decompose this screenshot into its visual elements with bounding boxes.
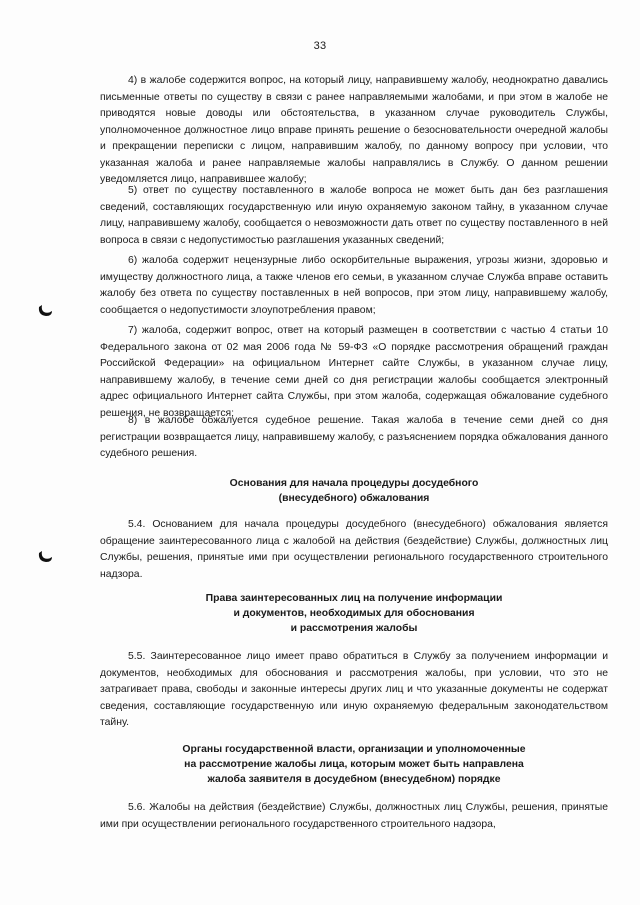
heading-rights-of-interested-parties [100,591,608,636]
heading-line: жалоба заявителя в досудебном (внесудебном) порядке [207,774,501,785]
heading-line: Права заинтересованных лиц на получение информации [205,593,503,604]
punch-hole-mark-icon [37,302,53,318]
paragraph-5-4: 5.4. Основанием для начала процедуры досудебного (внесудебного) обжалования является обращение заинтересованного лица с жалобой на действия (бездействие) Службы, должностных лиц Службы, решения, принятые ими при осуществлении регионального государственного строительного надзора. [100,519,608,580]
paragraph-item-4: 4) в жалобе содержится вопрос, на который лицу, направившему жалобу, неоднократно давались письменные ответы по существу в связи с ранее направляемыми жалобами, и при этом в жалобе не приводятся новые доводы или обстоятельства, в указанном случае руководитель Службы, уполномоченное должностное лицо вправе принять решение о безосновательности очередной жалобы и прекращении переписки с лицом, направившим жалобу, по данному вопросу при условии, что указанная жалоба и ранее направляемые жалобы направлялись в Службу. О данном решении уведомляется лицо, направившее жалобу; [100,75,608,185]
paragraph-item-8: 8) в жалобе обжалуется судебное решение. Такая жалоба в течение семи дней со дня регистрации возвращается лицу, направившему жалобу, с разъяснением порядка обжалования данного судебного решения. [100,415,608,459]
heading-line: (внесудебного) обжалования [278,493,430,504]
punch-hole-mark-icon [37,548,53,564]
heading-line: и рассмотрения жалобы [290,623,418,634]
heading-line: Основания для начала процедуры досудебного [229,478,479,489]
page-number: 33 [313,40,327,52]
paragraph-item-5: 5) ответ по существу поставленного в жалобе вопроса не может быть дан без разглашения сведений, составляющих государственную или иную охраняемую законом тайну, в указанном случае лицу, направившему жалобу, сообщается о невозможности дать ответ по существу поставленного в ней вопроса в связи с недопустимостью разглашения указанных сведений; [100,185,608,246]
paragraph-item-7: 7) жалоба, содержит вопрос, ответ на который размещен в соответствии с частью 4 статьи 10 Федерального закона от 02 мая 2006 года № 59-ФЗ «О порядке рассмотрения обращений граждан Российской Федерации» на официальном Интернет сайте Службы, в указанном случае лицу, направившему жалобу, в течение семи дней со дня регистрации жалобы сообщается электронный адрес официального Интернет сайта Службы, при этом жалоба, содержащая обжалование судебного решения, не возвращается; [100,325,608,419]
paragraph-item-6: 6) жалоба содержит нецензурные либо оскорбительные выражения, угрозы жизни, здоровью и имуществу должностного лица, а также членов его семьи, в указанном случае Служба вправе оставить жалобу без ответа по существу поставленных в ней вопросов, при этом лицу, направившему жалобу, сообщается о недопустимости злоупотребления правом; [100,255,608,316]
heading-line: и документов, необходимых для обоснования [233,608,475,619]
paragraph-5-6: 5.6. Жалобы на действия (бездействие) Службы, должностных лиц Службы, решения, принятые ими при осуществлении регионального государственного строительного надзора, [100,802,608,830]
heading-grounds-for-appeal [100,476,608,506]
heading-line: на рассмотрение жалобы лица, которым может быть направлена [184,759,524,770]
heading-authorities [100,742,608,787]
heading-line: Органы государственной власти, организации и уполномоченные [182,744,526,755]
paragraph-5-5: 5.5. Заинтересованное лицо имеет право обратиться в Службу за получением информации и документов, необходимых для обоснования и рассмотрения жалобы, при условии, что это не затрагивает права, свободы и законные интересы других лиц и что указанные документы не содержат сведения, составляющие государственную или иную охраняемую федеральным законодательством тайну. [100,651,608,728]
